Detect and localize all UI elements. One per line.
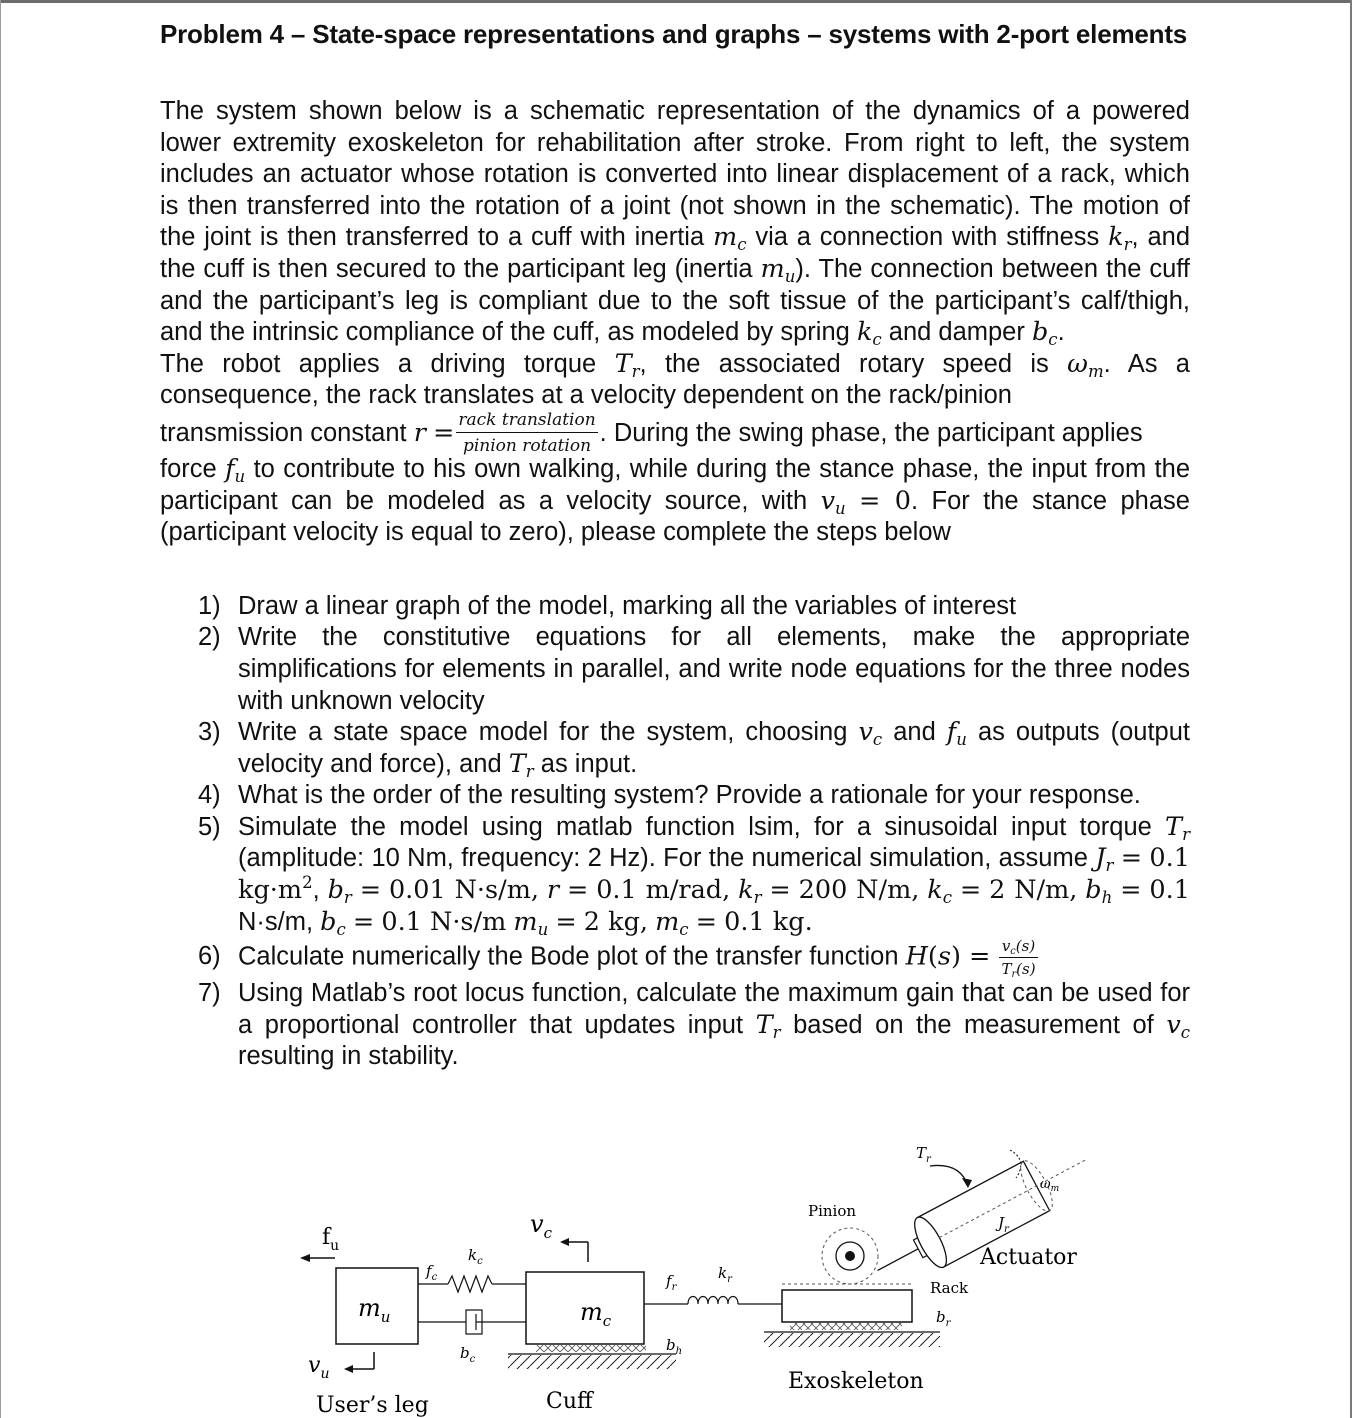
symbol-bc: $b_c$	[1031, 317, 1058, 350]
actuator-caption: Actuator	[980, 1245, 1077, 1270]
step-text: Simulate the model using matlab function lsim, for a sinusoidal input torque	[238, 812, 1152, 841]
bc-label: $b_c$	[460, 1344, 476, 1365]
tr-label: $T_r$	[916, 1144, 931, 1165]
intro-text-2: via a connection with stiffness	[755, 223, 1100, 252]
intro-text-3: , and the cuff is then secured to the participant leg (inertia	[160, 223, 1190, 283]
rack-label: Rack	[930, 1279, 969, 1297]
kr-spring	[688, 1297, 738, 1305]
param-value: 0.1 kg.	[724, 906, 813, 937]
transmission-text: transmission constant r =	[160, 417, 455, 448]
step-number: 2)	[198, 623, 221, 652]
transmission-line	[160, 410, 1190, 456]
kc-spring	[448, 1276, 492, 1292]
actuator-shaft	[878, 1249, 919, 1271]
br-label: $b_r$	[936, 1308, 951, 1329]
exoskeleton-schematic	[280, 1136, 1100, 1418]
param-value: 0.1 m/rad,	[596, 875, 731, 906]
step-text: and	[893, 718, 936, 747]
symbol-vu-eq: $v_u$	[820, 485, 846, 518]
second-paragraph	[160, 349, 1190, 412]
bh-label: $b_h$	[666, 1336, 683, 1357]
second-text-5: . During the swing phase, the participant applies	[599, 418, 1143, 447]
second-text-7: to contribute to his own walking, while during the stance phase, the input from the participant can be modeled as a velocity source, with	[160, 454, 1190, 515]
schematic-svg	[280, 1136, 1100, 1418]
bh-contact	[536, 1344, 646, 1352]
step-number: 3)	[198, 718, 221, 747]
second-text-2: , the associated rotary speed is	[639, 349, 1049, 378]
br-contact	[790, 1322, 902, 1330]
step-text: Draw a linear graph of the model, marking all the variables of interest	[238, 591, 1017, 620]
fu-label: $f_u$	[322, 1225, 340, 1254]
list-item: 3) Write a state space model for the system, choosing $v_c$ and $f_u$ as outputs (output velocity and force), and $T_r$ as input.	[198, 717, 1191, 781]
jr-label: $J_r$	[998, 1214, 1009, 1235]
wm-label: $\omega_m$	[1040, 1177, 1060, 1194]
vc-arrowhead	[560, 1238, 569, 1246]
param-value: 0.1	[1149, 875, 1190, 906]
second-text-6: force	[160, 454, 217, 483]
step-text: as outputs (output velocity and force), and	[238, 718, 1191, 778]
user-leg-group	[300, 1225, 429, 1418]
top-border	[0, 0, 1352, 3]
step-number: 6)	[198, 942, 221, 971]
kr-label: $k_r$	[718, 1264, 732, 1285]
transfer-fraction: $\frac{v_c(s)}{T_r(s)}$	[1001, 937, 1036, 981]
second-paragraph-cont: force $f_u$ to contribute to his own walking, while during the stance phase, the input from the participant can be modeled as a velocity source, with $v_u = 0$. For the stance phase (participant velocity is equal to zero), please complete the steps below	[160, 453, 1190, 547]
transmission-fraction	[456, 410, 597, 456]
param-value: 200 N/m,	[798, 875, 920, 906]
param-value: 0.1 kg·m	[238, 843, 1190, 906]
step-text: Calculate numerically the Bode plot of the transfer function	[238, 942, 899, 971]
left-border	[0, 0, 1, 1418]
step-text: Write a state space model for the system, choosing	[238, 718, 848, 747]
rack-ground-hatch	[764, 1333, 940, 1347]
tr-rotation-arrow	[930, 1165, 968, 1186]
param-value: N·s/m,	[238, 907, 314, 936]
mc-label: $m_c$	[580, 1298, 612, 1330]
param-value: 0.1 N·s/m	[381, 906, 507, 937]
step-text: based on the measurement of	[793, 1010, 1154, 1039]
second-text-4: transmission constant	[160, 418, 407, 447]
list-item	[198, 622, 1190, 717]
intro-text-6: .	[1057, 318, 1065, 347]
intro-text-5: and damper	[888, 318, 1025, 347]
intro-text-1: The system shown below is a schematic representation of the dynamics of a powered lower extremity exoskeleton for rehabilitation after stroke. From right to left, the system includes an actuator whose rotation is converted into linear displacement of a rack, which is then transferred into the rotation of a joint (not shown in the schematic). The motion of the joint is then transferred to a cuff with inertia	[160, 97, 1190, 252]
pinion-label: Pinion	[808, 1202, 857, 1220]
symbol-wm: $\omega_m$	[1067, 348, 1104, 381]
second-text-8: . For the stance phase (participant velocity is equal to zero), please complete the steps below	[160, 486, 1190, 547]
step-text: Write the constitutive equations for all elements, make the appropriate simplifications for elements in parallel, and write node equations for the three nodes with unknown velocity	[238, 623, 1190, 715]
fu-arrowhead	[300, 1254, 310, 1262]
list-item: 5) Simulate the model using matlab function lsim, for a sinusoidal input torque $T_r$ (amplitude: 10 Nm, frequency: 2 Hz). For the numerical simulation, assume $J_r = 0.1$ $kg\cdot m^2$, $b_r = 0.01$ N·s/m, r = 0.1 m/rad, $k_r = 200$ N/m, $k_c = 2$ N/m, $b_h = 0.1$ N·s/m, $b_c = 0.1$ N·s/m $m_u = 2$ kg, $m_c = 0.1$ kg.	[198, 811, 1190, 939]
vu-arrowhead	[344, 1365, 353, 1373]
actuator-group	[864, 1136, 1099, 1295]
list-item: 7) Using Matlab’s root locus function, calculate the maximum gain that can be used for a proportional controller that updates input $T_r$ based on the measurement of $v_c$ resulting in stability.	[198, 979, 1191, 1071]
step-number: 1)	[198, 591, 221, 620]
list-item: 6) Calculate numerically the Bode plot of the transfer function H(s) = $\frac{v_c(s)}{T_r(s)}$	[198, 937, 1036, 981]
cuff-connection-group	[418, 1246, 526, 1365]
fc-label: $f_c$	[426, 1262, 438, 1283]
symbol-mu: $m_u$	[760, 253, 796, 286]
problem-title: Problem 4 – State-space representations and graphs – systems with 2-port elements	[160, 19, 1188, 49]
step-text: What is the order of the resulting system? Provide a rationale for your response.	[238, 781, 1141, 810]
step-number: 4)	[198, 781, 221, 810]
param-value: 2 kg,	[583, 906, 649, 937]
symbol-Tr: $T_r$	[614, 348, 640, 381]
fr-label: $f_r$	[666, 1272, 677, 1293]
intro-text-4: ). The connection between the cuff and the participant’s leg is compliant due to the soft tissue of the participant’s calf/thigh, and the intrinsic compliance of the cuff, as modeled by spring	[160, 254, 1190, 347]
step-text: (amplitude: 10 Nm, frequency: 2 Hz). For the numerical simulation, assume	[238, 844, 1088, 873]
rack-bar	[782, 1290, 912, 1322]
tf-denominator: T	[1001, 960, 1012, 979]
exoskeleton-caption: Exoskeleton	[788, 1369, 924, 1394]
kc-label: $k_c$	[468, 1246, 483, 1267]
step-text: as input.	[540, 749, 638, 778]
tf-numerator: v	[1001, 937, 1011, 956]
mu-label: $m_u$	[358, 1294, 391, 1326]
symbol-fu: $f_u$	[225, 453, 246, 486]
list-item	[198, 780, 1190, 812]
cuff-group	[508, 1210, 676, 1414]
fraction-numerator: rack translation	[456, 410, 597, 433]
step-number: 5)	[198, 812, 221, 841]
cuff-caption: Cuff	[546, 1389, 593, 1414]
param-value: 2 N/m,	[989, 875, 1078, 906]
symbol-mc: $m_c$	[713, 222, 747, 255]
users-leg-caption: User’s leg	[316, 1393, 429, 1418]
symbol-kc: $k_c$	[856, 317, 882, 350]
vc-label: $v_c$	[530, 1210, 552, 1242]
step-number: 7)	[198, 979, 221, 1008]
second-text-3: . As a consequence, the rack translates at a velocity dependent on the rack/pinion	[160, 349, 1190, 410]
fraction-denominator: pinion rotation	[462, 435, 592, 456]
symbol-kr: $k_r$	[1108, 222, 1132, 255]
step-text: Using Matlab’s root locus function, calculate the maximum gain that can be used for a proportional controller that updates input	[238, 979, 1190, 1039]
param-value: 0.01 N·s/m,	[388, 875, 539, 906]
tr-arrowhead	[962, 1178, 972, 1188]
second-text-1: The robot applies a driving torque	[160, 349, 597, 378]
list-item	[198, 591, 1190, 623]
intro-paragraph	[160, 96, 1190, 349]
step-text: resulting in stability.	[238, 1042, 459, 1071]
ground-hatch	[508, 1355, 676, 1369]
rack-connection-group	[644, 1264, 782, 1357]
steps-list	[198, 591, 1190, 1073]
vu-label: $v_u$	[308, 1353, 330, 1382]
document-page	[160, 18, 1190, 1073]
pinion-shaft	[845, 1251, 855, 1261]
